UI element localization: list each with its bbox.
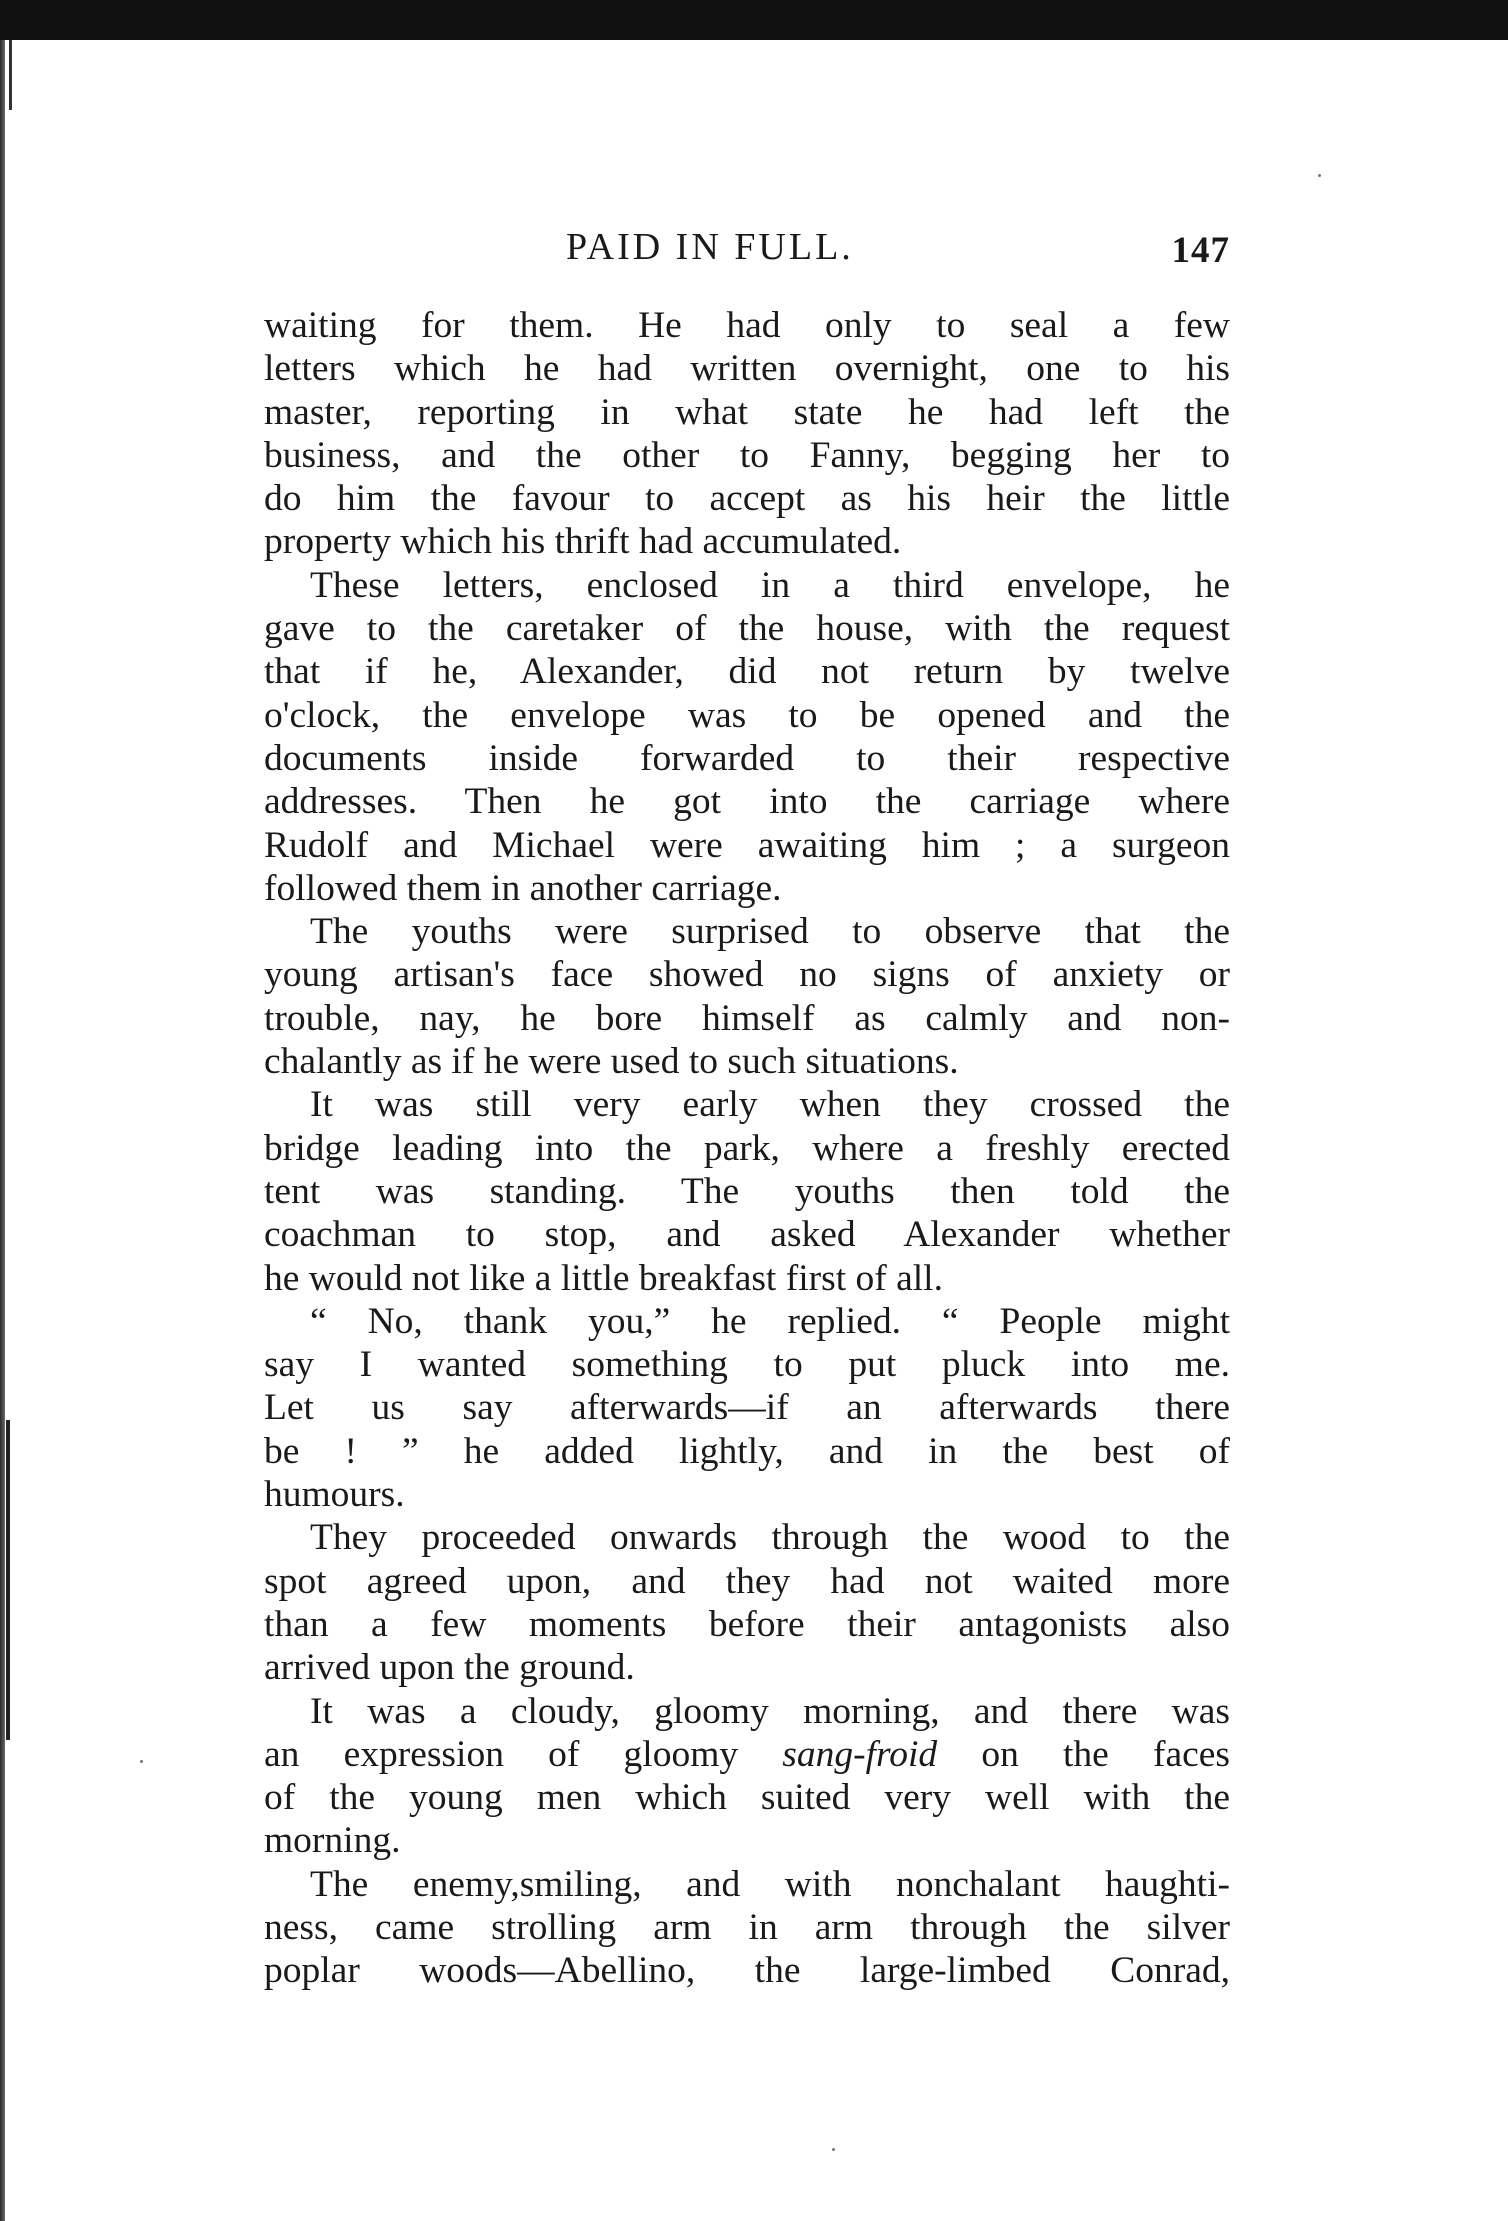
scan-artifact-mark [6,1420,10,1740]
text-line: “ No, thank you,” he replied. “ People might [310,1300,1230,1342]
text-line: It was a cloudy, gloomy morning, and there was [310,1690,1230,1732]
text-line: followed them in another carriage. [264,867,782,909]
scan-speck [1318,174,1321,177]
text-line: business, and the other to Fanny, begging her to [264,434,1230,476]
text-line: than a few moments before their antagonists also [264,1603,1230,1645]
text-line: do him the favour to accept as his heir the little [264,478,1230,520]
text-line: spot agreed upon, and they had not waited more [264,1560,1230,1602]
text-line: These letters, enclosed in a third envelope, he [310,564,1230,606]
text-line: documents inside forwarded to their respective [264,737,1230,779]
text-segment: on the faces [937,1733,1230,1775]
text-line: trouble, nay, he bore himself as calmly and non- [264,997,1230,1039]
text-line: bridge leading into the park, where a freshly erected [264,1127,1230,1169]
text-line: he would not like a little breakfast first of all. [264,1257,943,1299]
text-line: addresses. Then he got into the carriage where [264,781,1230,823]
text-line: say I wanted something to put pluck into me. [264,1344,1230,1386]
text-line: gave to the caretaker of the house, with the request [264,608,1230,650]
text-line: It was still very early when they crossed the [310,1084,1230,1126]
text-line: property which his thrift had accumulated. [264,521,902,563]
text-line: waiting for them. He had only to seal a few [264,305,1230,346]
page-header [264,222,1230,272]
text-line: of the young men which suited very well with the [264,1777,1230,1819]
body-text [264,304,1230,1993]
text-line: master, reporting in what state he had left the [264,391,1230,433]
text-line: poplar woods—Abellino, the large-limbed Conrad, [264,1950,1230,1992]
text-line: Rudolf and Michael were awaiting him ; a surgeon [264,824,1230,866]
italic-phrase: sang-froid [782,1733,938,1775]
text-line: morning. [264,1820,401,1862]
scan-speck [140,1760,143,1763]
text-line: tent was standing. The youths then told the [264,1170,1230,1212]
page-number: 147 [1171,230,1230,271]
text-line: letters which he had written overnight, one to his [264,348,1230,390]
scan-speck [832,2148,835,2151]
scan-artifact-mark [9,40,12,110]
text-line: young artisan's face showed no signs of anxiety or [264,954,1230,996]
text-line: They proceeded onwards through the wood to the [310,1517,1230,1559]
text-segment: an expression of gloomy [264,1733,783,1775]
text-line: ness, came strolling arm in arm through the silver [264,1906,1230,1948]
text-line [264,1733,1230,1776]
text-line: be ! ” he added lightly, and in the best of [264,1430,1230,1472]
running-head: PAID IN FULL. [566,226,854,268]
text-line: chalantly as if he were used to such situations. [264,1041,959,1083]
scan-top-border [0,0,1508,40]
scan-left-edge [0,40,5,2221]
text-line: arrived upon the ground. [264,1647,635,1689]
text-line: humours. [264,1474,405,1516]
text-line: Let us say afterwards—if an afterwards there [264,1387,1230,1429]
text-line: The youths were surprised to observe that the [310,911,1230,953]
text-line: that if he, Alexander, did not return by twelve [264,651,1230,693]
text-line: coachman to stop, and asked Alexander whether [264,1214,1230,1256]
text-line: The enemy,smiling, and with nonchalant haughti- [310,1863,1230,1905]
text-line: o'clock, the envelope was to be opened and the [264,694,1230,736]
